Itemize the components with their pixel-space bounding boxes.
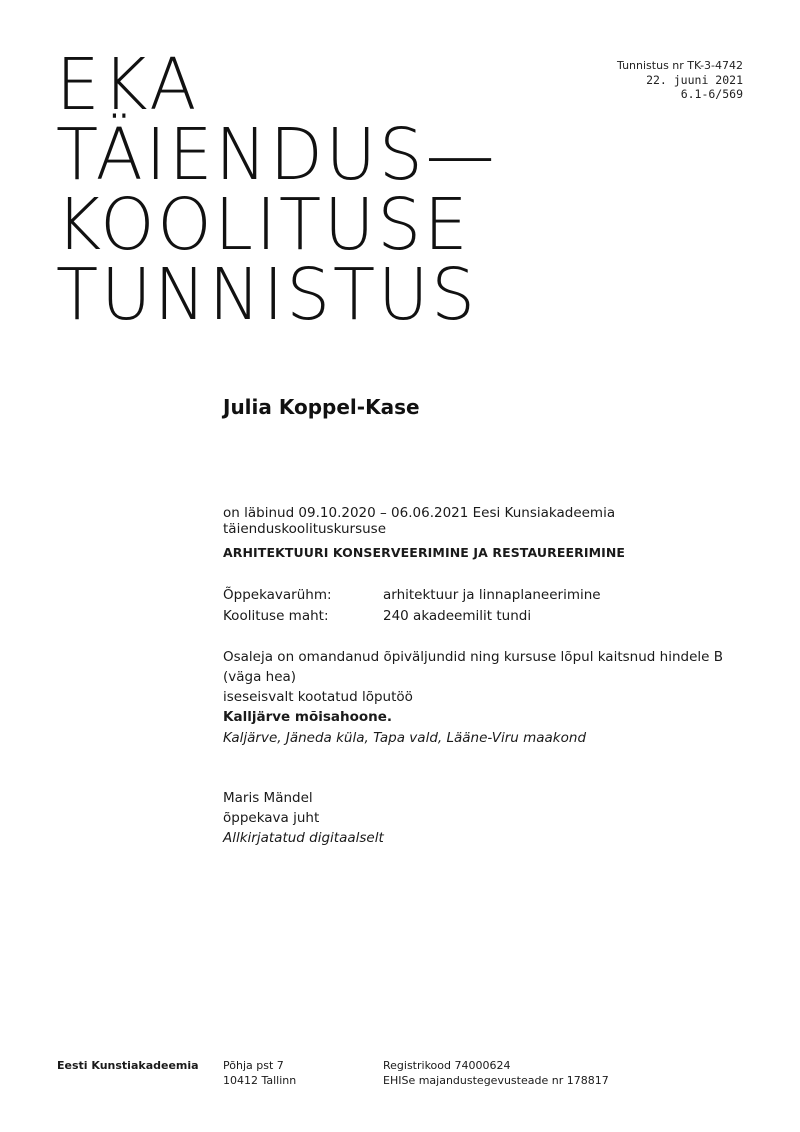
footer-address xyxy=(223,1058,296,1088)
signer-role: õppekava juht xyxy=(223,810,320,826)
footer-street: Põhja pst 7 xyxy=(223,1059,284,1072)
issue-date: 22. juuni 2021 xyxy=(646,73,743,87)
reference-number: 6.1-6/569 xyxy=(680,87,743,101)
signed-note: Allkirjatatud digitaalselt xyxy=(223,830,384,846)
detail-value: 240 akadeemilit tundi xyxy=(383,608,532,624)
footer-city: 10412 Tallinn xyxy=(223,1074,297,1087)
outcome-line-1: Osaleja on omandanud õpiväljundid ning kursuse lõpul kaitsnud hindele B (väga hea) xyxy=(223,649,723,685)
certificate-meta xyxy=(617,59,743,101)
project-title: Kalljärve mõisahoone. xyxy=(223,709,393,725)
footer-organization: Eesti Kunstiakadeemia xyxy=(57,1059,199,1072)
detail-row-curriculum-group xyxy=(223,585,763,606)
project-location: Kaljärve, Jäneda küla, Tapa vald, Lääne-Viru maakond xyxy=(223,730,587,746)
detail-row-volume xyxy=(223,606,763,627)
outcome-line-2: iseseisvalt kootatud lõputöö xyxy=(223,689,413,705)
signer-name: Maris Mändel xyxy=(223,790,313,806)
footer-registry-code: Registrikood 74000624 xyxy=(383,1059,511,1072)
document-title xyxy=(56,43,498,336)
title-line-1: EKA xyxy=(56,43,200,126)
detail-label: Õppekavarühm: xyxy=(223,587,332,603)
course-details xyxy=(223,585,763,627)
outcome-statement xyxy=(223,647,763,707)
footer-ehis-note: EHISe majandustegevusteade nr 178817 xyxy=(383,1074,609,1087)
title-line-4: TUNNISTUS xyxy=(56,253,478,336)
certificate-number: Tunnistus nr TK-3-4742 xyxy=(617,59,743,72)
title-line-3: KOOLITUSE xyxy=(56,183,471,266)
completion-text: on läbinud 09.10.2020 – 06.06.2021 Eesi Kunsiakadeemia täienduskoolituskursuse xyxy=(223,505,616,537)
recipient-name: Julia Koppel-Kase xyxy=(223,395,420,419)
final-project xyxy=(223,707,763,749)
footer-registry xyxy=(383,1058,609,1088)
title-line-2: TÄIENDUS— xyxy=(56,113,498,196)
detail-label: Koolituse maht: xyxy=(223,608,329,624)
signer-block xyxy=(223,788,763,848)
course-title: ARHITEKTUURI KONSERVEERIMINE JA RESTAUREERIMINE xyxy=(223,545,626,560)
detail-value: arhitektuur ja linnaplaneerimine xyxy=(383,587,601,603)
